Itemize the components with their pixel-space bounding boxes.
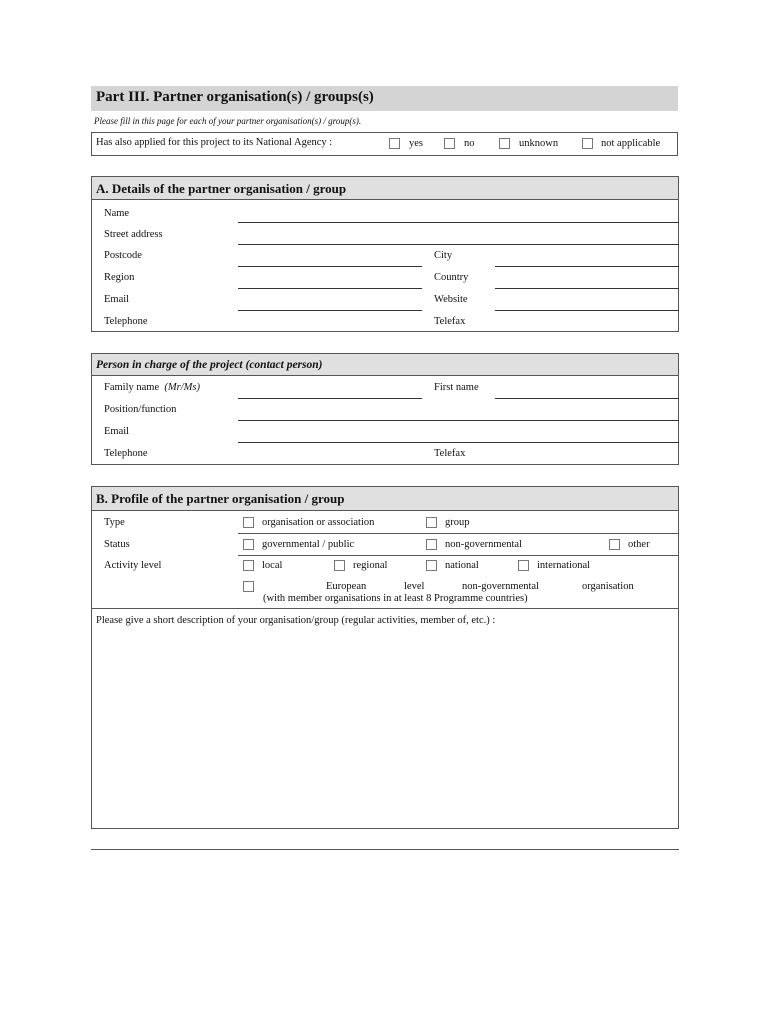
first-name-field[interactable] (495, 398, 679, 399)
activity-european-checkbox[interactable] (243, 581, 254, 592)
type-organisation-label: organisation or association (262, 517, 375, 528)
activity-regional-checkbox[interactable] (334, 560, 345, 571)
status-governmental-label: governmental / public (262, 539, 355, 550)
email-label: Email (104, 294, 130, 305)
postcode-label: Postcode (104, 250, 142, 261)
city-field[interactable] (495, 266, 679, 267)
yes-checkbox[interactable] (389, 138, 400, 149)
activity-local-checkbox[interactable] (243, 560, 254, 571)
european-word-1: European (326, 581, 367, 592)
status-non-governmental-label: non-governmental (445, 539, 522, 550)
contact-email-label: Email (104, 426, 130, 437)
description-area[interactable] (92, 608, 678, 828)
part-title-bar (91, 86, 678, 111)
yes-label: yes (409, 138, 423, 149)
section-b-header (92, 487, 678, 511)
website-field[interactable] (495, 310, 679, 311)
type-group-label: group (445, 517, 470, 528)
national-agency-row (91, 132, 678, 156)
family-name-label: Family name (Mr/Ms) (104, 382, 200, 393)
contact-telefax-label: Telefax (434, 448, 466, 459)
position-field[interactable] (238, 420, 679, 421)
status-label: Status (104, 539, 130, 550)
section-a-header (92, 177, 678, 200)
european-word-3: non-governmental (462, 581, 539, 592)
not-applicable-checkbox[interactable] (582, 138, 593, 149)
section-b-title: B. Profile of the partner organisation / group (96, 491, 345, 506)
no-checkbox[interactable] (444, 138, 455, 149)
bottom-divider (91, 849, 679, 850)
contact-person-box (91, 353, 679, 465)
contact-email-field[interactable] (238, 442, 679, 443)
part-title: Part III. Partner organisation(s) / groups(s) (96, 89, 374, 105)
telephone-label: Telephone (104, 316, 148, 327)
postcode-field[interactable] (238, 266, 422, 267)
status-non-governmental-checkbox[interactable] (426, 539, 437, 550)
street-field[interactable] (238, 244, 679, 245)
status-other-checkbox[interactable] (609, 539, 620, 550)
email-field[interactable] (238, 310, 422, 311)
section-a-title: A. Details of the partner organisation / group (96, 181, 347, 196)
city-label: City (434, 250, 453, 261)
type-group-checkbox[interactable] (426, 517, 437, 528)
type-organisation-checkbox[interactable] (243, 517, 254, 528)
telefax-label: Telefax (434, 316, 466, 327)
status-divider (238, 555, 679, 556)
activity-level-label: Activity level (104, 560, 162, 571)
description-prompt: Please give a short description of your organisation/group (regular activities, member of, etc.) : (96, 615, 496, 626)
street-label: Street address (104, 229, 163, 240)
status-other-label: other (628, 539, 650, 550)
status-governmental-checkbox[interactable] (243, 539, 254, 550)
position-label: Position/function (104, 404, 177, 415)
website-label: Website (434, 294, 468, 305)
no-label: no (464, 138, 475, 149)
first-name-label: First name (434, 382, 479, 393)
contact-person-header (92, 354, 678, 376)
contact-person-title: Person in charge of the project (contact person) (96, 359, 323, 371)
section-b-box (91, 486, 679, 829)
european-subtext: (with member organisations in at least 8 Programme countries) (263, 593, 528, 604)
european-word-2: level (404, 581, 425, 592)
european-word-4: organisation (582, 581, 634, 592)
family-name-field[interactable] (238, 398, 422, 399)
country-field[interactable] (495, 288, 679, 289)
name-label: Name (104, 208, 130, 219)
type-label: Type (104, 517, 125, 528)
activity-local-label: local (262, 560, 283, 571)
activity-international-checkbox[interactable] (518, 560, 529, 571)
country-label: Country (434, 272, 469, 283)
region-field[interactable] (238, 288, 422, 289)
type-divider (238, 533, 679, 534)
activity-regional-label: regional (353, 560, 388, 571)
not-applicable-label: not applicable (601, 138, 661, 149)
activity-national-checkbox[interactable] (426, 560, 437, 571)
section-a-box (91, 176, 679, 332)
unknown-label: unknown (519, 138, 559, 149)
unknown-checkbox[interactable] (499, 138, 510, 149)
activity-international-label: international (537, 560, 591, 571)
instruction-text: Please fill in this page for each of your partner organisation(s) / group(s). (94, 116, 362, 126)
activity-national-label: national (445, 560, 479, 571)
name-field[interactable] (238, 222, 679, 223)
region-label: Region (104, 272, 135, 283)
national-agency-question: Has also applied for this project to its National Agency : (96, 137, 333, 148)
contact-telephone-label: Telephone (104, 448, 148, 459)
